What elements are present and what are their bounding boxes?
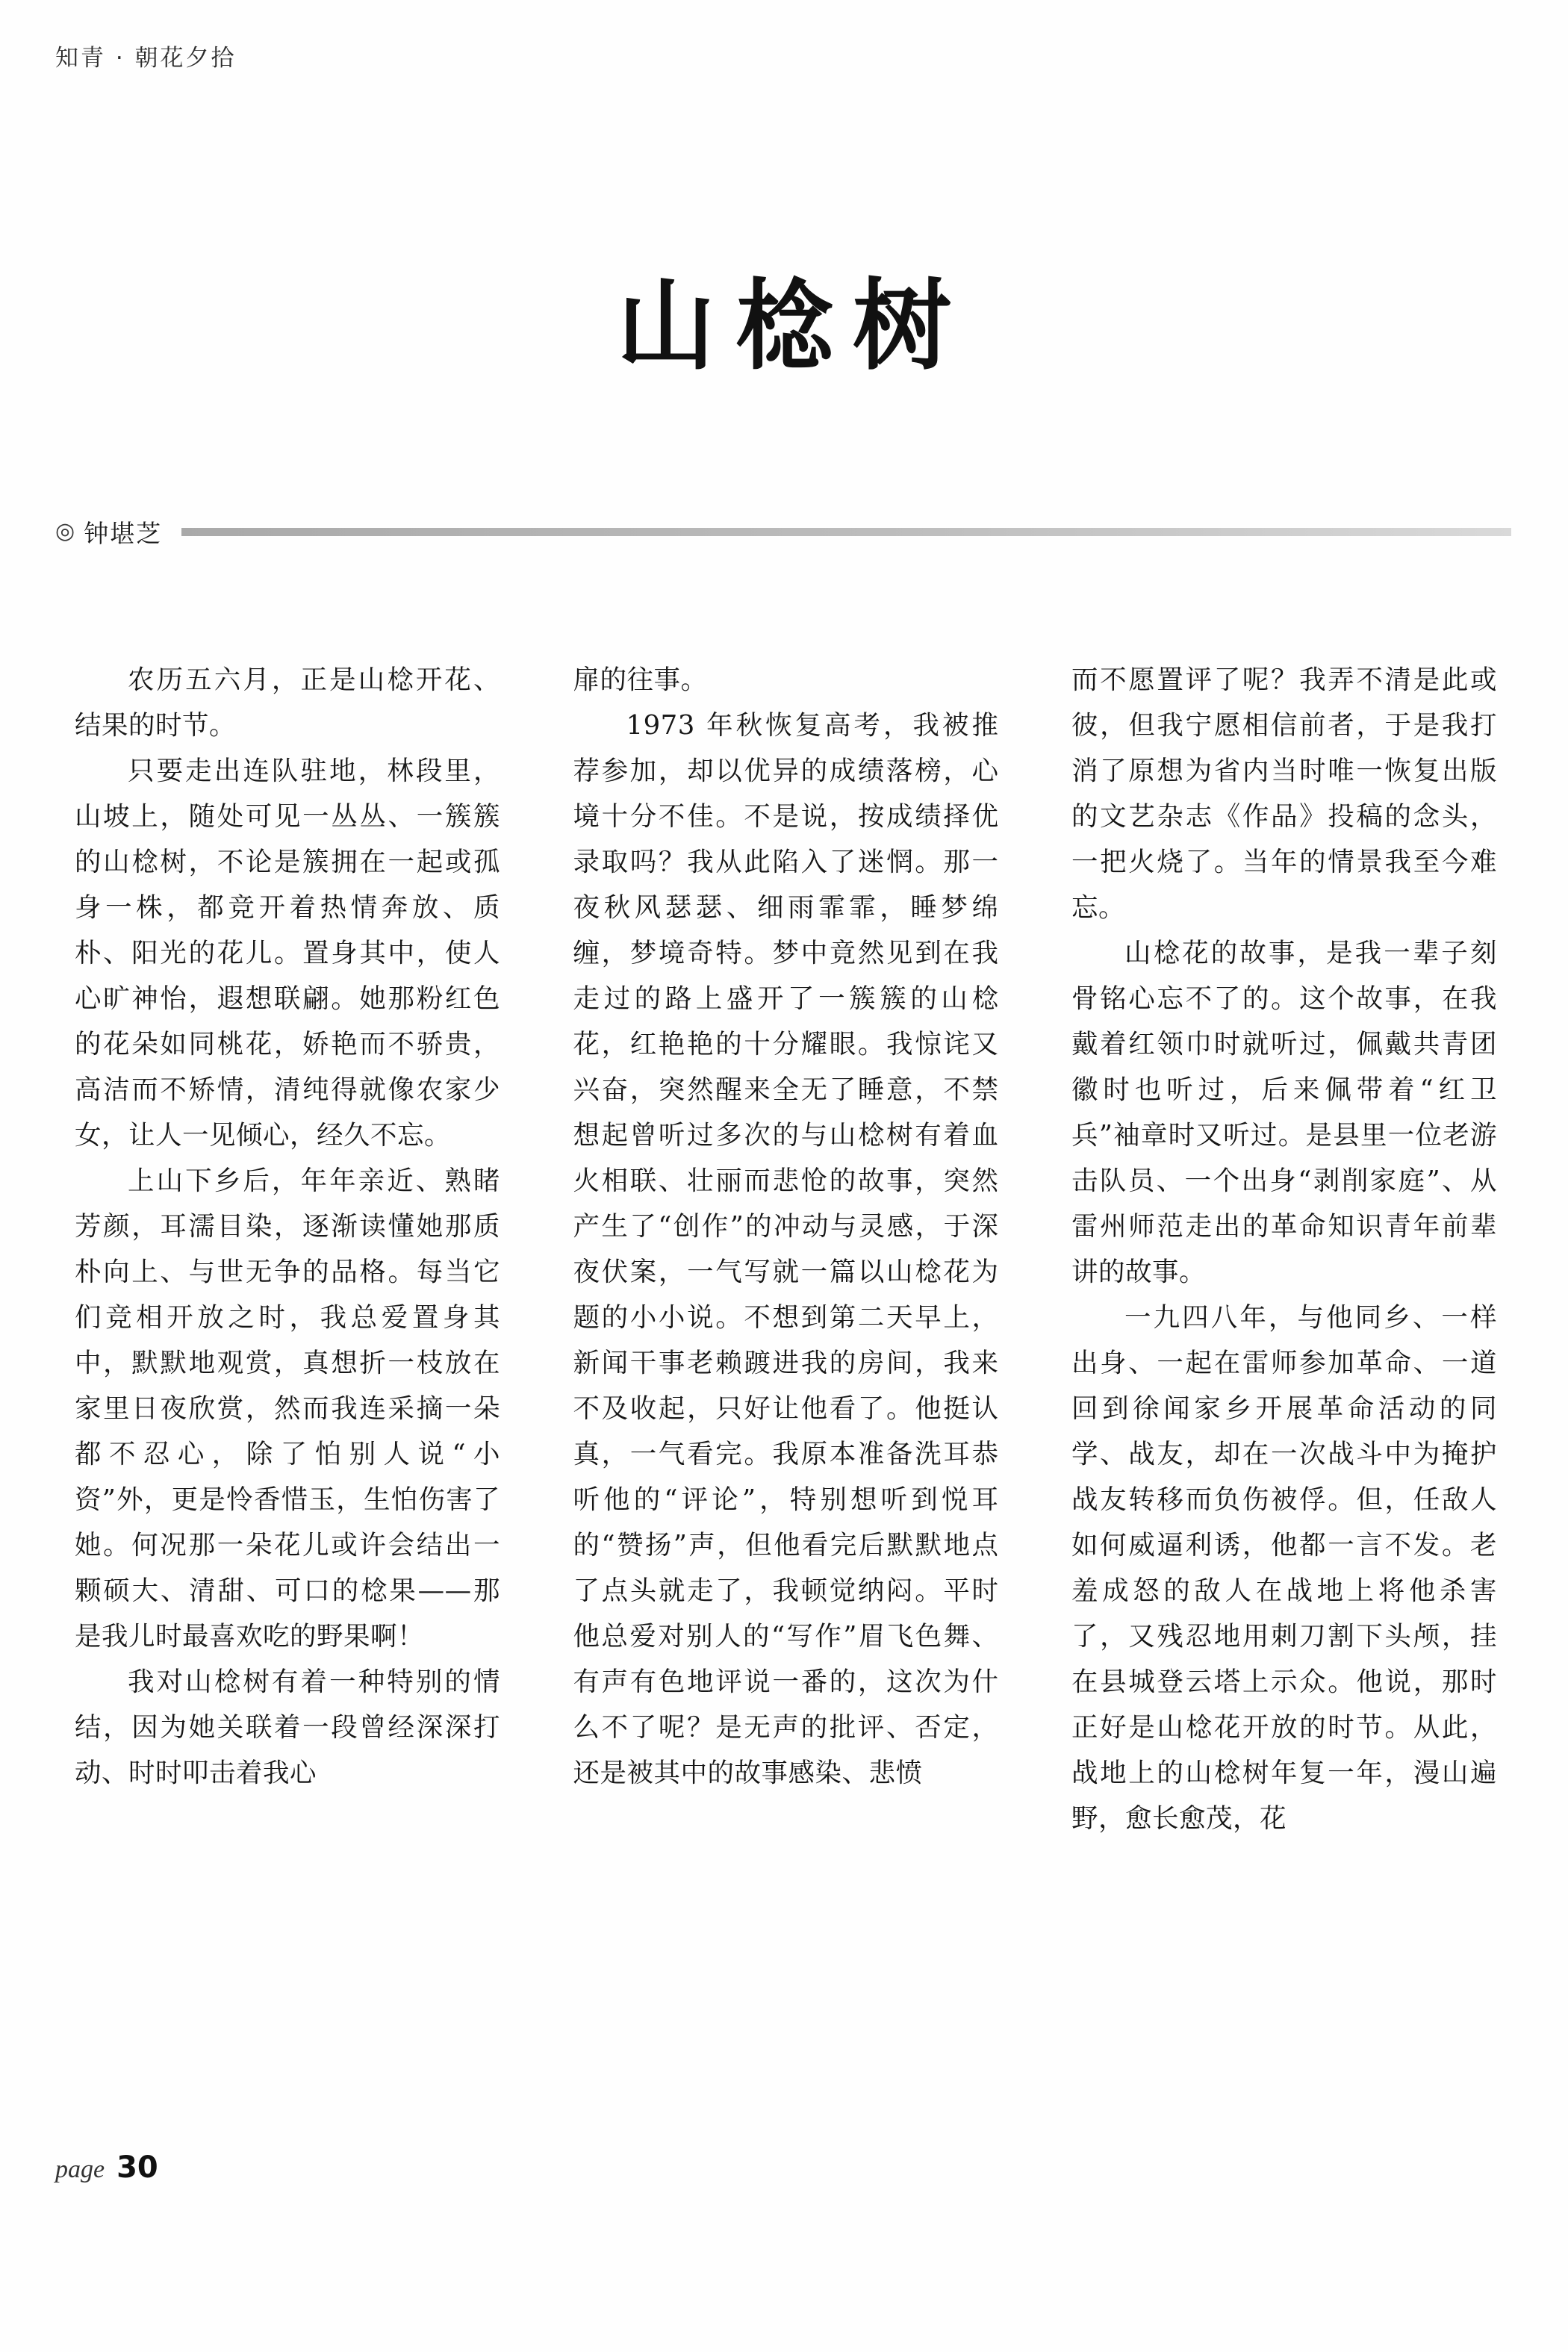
running-head: 知青 · 朝花夕拾: [55, 45, 237, 72]
paragraph: 山棯花的故事，是我一辈子刻骨铭心忘不了的。这个故事，在我戴着红领巾时就听过，佩戴共青团徽时也听过，后来佩带着“红卫兵”袖章时又听过。是县里一位老游击队员、一个出身“剥削家庭”、从雷州师范走出的革命知识青年前辈讲的故事。: [1071, 938, 1497, 1287]
article-title: 山棯树: [617, 268, 971, 384]
page-number: 30: [116, 2150, 158, 2185]
paragraph: 农历五六月，正是山棯开花、结果的时节。: [75, 665, 500, 741]
text-column-2: [573, 657, 999, 2091]
article-body: [75, 657, 1497, 2091]
page-label: page: [55, 2156, 105, 2183]
paragraph: 上山下乡后，年年亲近、熟睹芳颜，耳濡目染，逐渐读懂她那质朴向上、与世无争的品格。每当它们竞相开放之时，我总爱置身其中，默默地观赏，真想折一枝放在家里日夜欣赏，然而我连采摘一朵都不忍心，除了怕别人说“小资”外，更是怜香惜玉，生怕伤害了她。何况那一朵花儿或许会结出一颗硕大、清甜、可口的棯果——那是我儿时最喜欢吃的野果啊！: [75, 1166, 500, 1652]
paragraph: 我对山棯树有着一种特别的情结，因为她关联着一段曾经深深打动、时时叩击着我心: [75, 1667, 500, 1788]
paragraph: 一九四八年，与他同乡、一样出身、一起在雷师参加革命、一道回到徐闻家乡开展革命活动的同学、战友，却在一次战斗中为掩护战友转移而负伤被俘。但，任敌人如何威逼利诱，他都一言不发。老羞成怒的敌人在战地上将他杀害了，又残忍地用刺刀割下头颅，挂在县城登云塔上示众。他说，那时正好是山棯花开放的时节。从此，战地上的山棯树年复一年，漫山遍野，愈长愈茂，花: [1071, 1302, 1497, 1834]
paragraph: 而不愿置评了呢？我弄不清是此或彼，但我宁愿相信前者，于是我打消了原想为省内当时唯一恢复出版的文艺杂志《作品》投稿的念头，一把火烧了。当年的情景我至今难忘。: [1071, 665, 1497, 923]
text-column-3: [1071, 657, 1497, 2091]
paragraph: 扉的往事。: [573, 665, 708, 695]
byline-mark-icon: ◎: [55, 519, 75, 544]
byline: [55, 515, 1511, 548]
paragraph: 1973 年秋恢复高考，我被推荐参加，却以优异的成绩落榜，心境十分不佳。不是说，按成绩择优录取吗？我从此陷入了迷惘。那一夜秋风瑟瑟、细雨霏霏，睡梦绵缠，梦境奇特。梦中竟然见到在我走过的路上盛开了一簇簇的山棯花，红艳艳的十分耀眼。我惊诧又兴奋，突然醒来全无了睡意，不禁想起曾听过多次的与山棯树有着血火相联、壮丽而悲怆的故事，突然产生了“创作”的冲动与灵感，于深夜伏案，一气写就一篇以山棯花为题的小小说。不想到第二天早上，新闻干事老赖踱进我的房间，我来不及收起，只好让他看了。他挺认真，一气看完。我原本准备洗耳恭听他的“评论”，特别想听到悦耳的“赞扬”声，但他看完后默默地点了点头就走了，我顿觉纳闷。平时他总爱对别人的“写作”眉飞色舞、有声有色地评说一番的，这次为什么不了呢？是无声的批评、否定，还是被其中的故事感染、悲愤: [573, 710, 999, 1788]
author-name: 钟堪芝: [84, 518, 163, 548]
page-footer: [55, 2150, 158, 2185]
paragraph: 只要走出连队驻地，林段里，山坡上，随处可见一丛丛、一簇簇的山棯树，不论是簇拥在一起或孤身一株，都竞开着热情奔放、质朴、阳光的花儿。置身其中，使人心旷神怡，遐想联翩。她那粉红色的花朵如同桃花，娇艳而不骄贵，高洁而不矫情，清纯得就像农家少女，让人一见倾心，经久不忘。: [75, 756, 500, 1151]
byline-divider: [181, 528, 1511, 536]
text-column-1: [75, 657, 500, 2091]
